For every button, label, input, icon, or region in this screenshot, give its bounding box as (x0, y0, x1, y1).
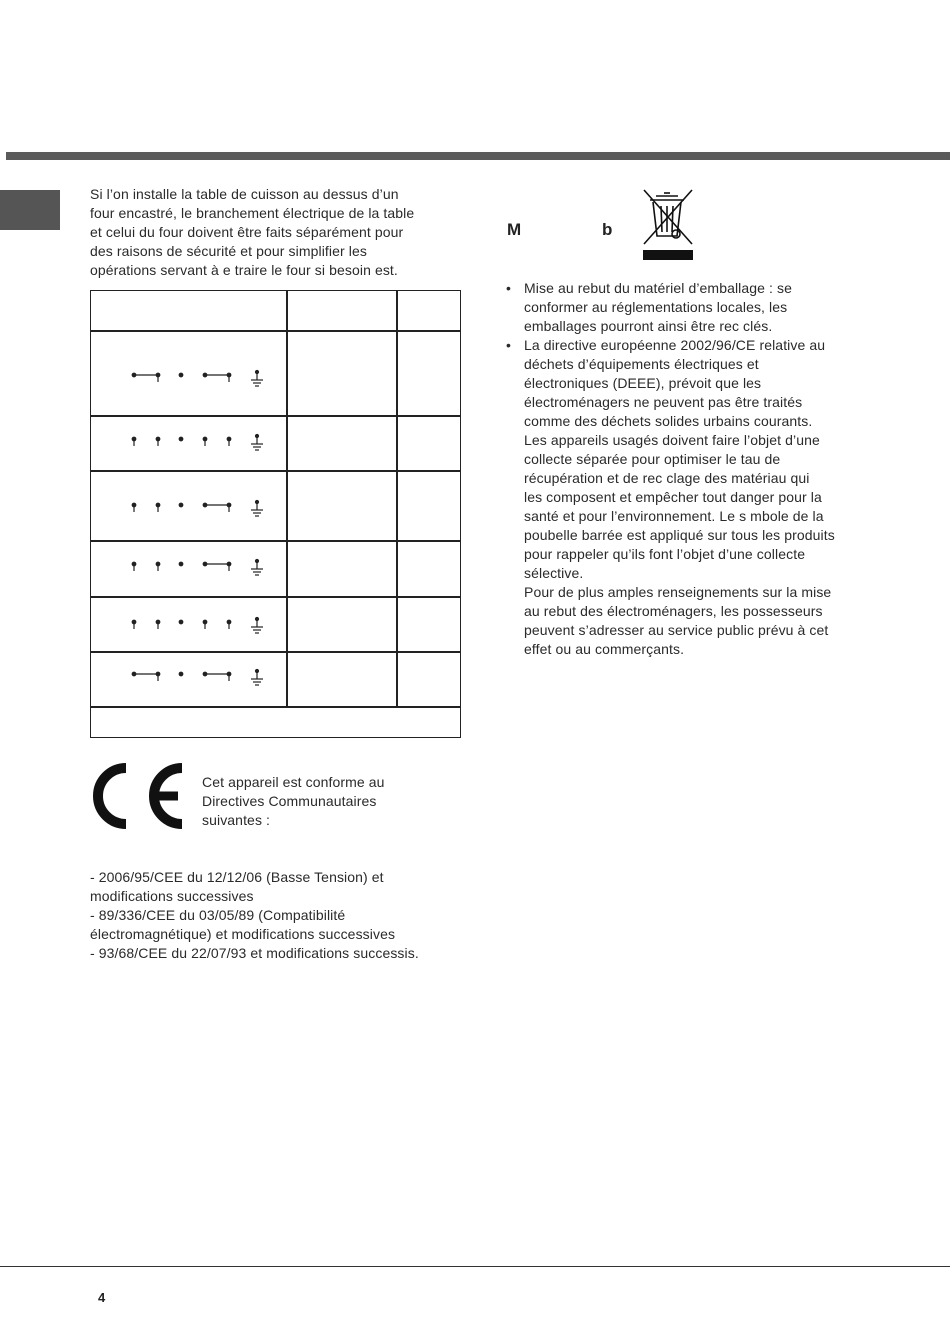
ce-mark-icon (90, 760, 184, 832)
intro-line: et celui du four doivent être faits séparément pour (90, 224, 404, 240)
bullet-line: Pour de plus amples renseignements sur la mise (524, 584, 832, 600)
directive-line: - 93/68/CEE du 22/07/93 et modifications successis. (90, 945, 419, 961)
terminal-diagram-icon (131, 615, 271, 635)
wiring-table (90, 290, 461, 738)
bullet-line: collecte séparée pour optimiser le tau de (524, 451, 781, 467)
table-divider (286, 291, 288, 707)
list-item (506, 279, 835, 336)
ce-text-line: Directives Communautaires (202, 793, 377, 809)
bullet-line: récupération et de rec clage des matériau qui (524, 470, 810, 486)
bullet-line: effet ou au commerçants. (524, 641, 685, 657)
header-rule (6, 152, 950, 160)
bullet-line: emballages pourront ainsi être rec clés. (524, 318, 773, 334)
table-divider (91, 596, 460, 598)
table-divider (91, 330, 460, 332)
directive-line: - 89/336/CEE du 03/05/89 (Compatibilité (90, 907, 346, 923)
bullet-line: peuvent s’adresser au service public prévu à cet (524, 622, 829, 638)
crossed-out-bin-icon (640, 188, 696, 260)
bullet-line: La directive européenne 2002/96/CE relative au (524, 337, 826, 353)
directive-line: modifications successives (90, 888, 254, 904)
intro-line: four encastré, le branchement électrique de la table (90, 205, 415, 221)
table-divider (91, 470, 460, 472)
intro-line: opérations servant à e traire le four si besoin est. (90, 262, 398, 278)
section-heading-right: b (602, 220, 613, 239)
bullet-line: électroniques (DEEE), prévoit que les (524, 375, 762, 391)
bullet-line: Les appareils usagés doivent faire l’objet d’une (524, 432, 820, 448)
table-divider (91, 706, 460, 708)
language-tab (0, 190, 60, 230)
terminal-diagram-icon (131, 368, 271, 388)
table-divider (396, 291, 398, 707)
bullet-line: les composent et empêcher tout danger pour la (524, 489, 822, 505)
page-number: 4 (98, 1290, 106, 1305)
directive-line: - 2006/95/CEE du 12/12/06 (Basse Tension) et (90, 869, 384, 885)
bullet-line: poubelle barrée est appliqué sur tous les produits (524, 527, 835, 543)
terminal-diagram-icon (131, 667, 271, 687)
bullet-line: santé et pour l’environnement. Le s mbole de la (524, 508, 824, 524)
bullet-line: électroménagers ne peuvent pas être traités (524, 394, 803, 410)
bullet-icon: • (506, 280, 512, 296)
intro-line: des raisons de sécurité et pour simplifier les (90, 243, 367, 259)
installation-note (90, 185, 414, 280)
disposal-info (506, 279, 835, 659)
bullet-line: conformer au réglementations locales, les (524, 299, 788, 315)
ce-text-line: suivantes : (202, 812, 271, 828)
table-divider (91, 651, 460, 653)
terminal-diagram-icon (131, 432, 271, 452)
ce-conformity-text (202, 773, 385, 830)
terminal-diagram-icon (131, 498, 271, 518)
list-item (506, 336, 835, 659)
section-heading-left: M (507, 220, 522, 239)
footer-rule (0, 1266, 950, 1267)
bullet-line: comme des déchets solides urbains courants. (524, 413, 813, 429)
bullet-icon: • (506, 337, 512, 353)
table-divider (91, 540, 460, 542)
intro-line: Si l’on installe la table de cuisson au dessus d’un (90, 186, 399, 202)
bullet-line: déchets d’équipements électriques et (524, 356, 759, 372)
directive-line: électromagnétique) et modifications successives (90, 926, 396, 942)
bullet-line: Mise au rebut du matériel d’emballage : se (524, 280, 793, 296)
bullet-line: au rebut des électroménagers, les possesseurs (524, 603, 823, 619)
bullet-line: pour rappeler qu’ils font l’objet d’une collecte (524, 546, 806, 562)
table-divider (91, 415, 460, 417)
terminal-diagram-icon (131, 557, 271, 577)
bullet-line: sélective. (524, 565, 584, 581)
ce-text-line: Cet appareil est conforme au (202, 774, 385, 790)
directives-list (90, 868, 419, 963)
